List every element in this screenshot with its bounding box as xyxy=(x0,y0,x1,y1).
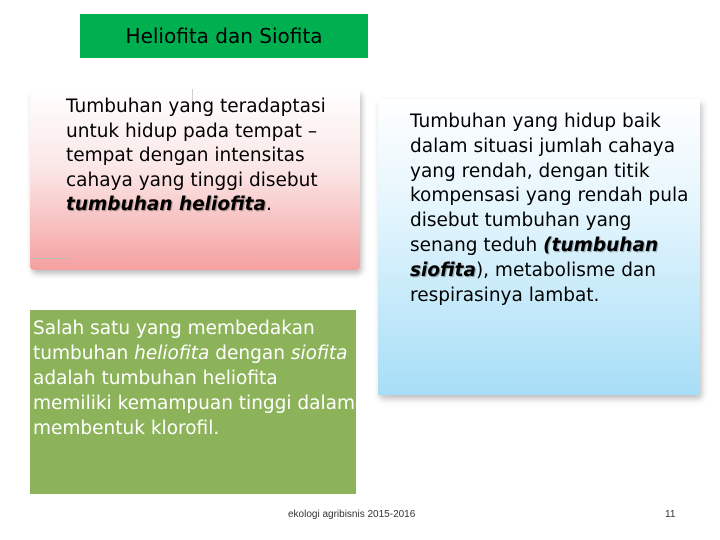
heliofita-term: tumbuhan heliofita xyxy=(66,194,266,215)
difference-part3: adalah tumbuhan heliofita memiliki kemampuan tinggi dalam membentuk klorofil. xyxy=(33,368,356,439)
difference-part2: dengan xyxy=(209,343,291,364)
siofita-body: Tumbuhan yang hidup baik dalam situasi jumlah cahaya yang rendah, dengan titik kompensasi yang rendah pula disebut tumbuhan yang senang teduh xyxy=(410,111,689,256)
difference-term-heliofita: heliofita xyxy=(134,343,210,364)
difference-text xyxy=(33,316,355,441)
heliofita-end: . xyxy=(265,194,272,215)
slide-title-box xyxy=(80,14,368,58)
heliofita-definition-text xyxy=(66,95,358,218)
heliofita-body: Tumbuhan yang teradaptasi untuk hidup pada tempat –tempat dengan intensitas cahaya yang tinggi disebut xyxy=(66,96,326,191)
slide-footer: ekologi agribisnis 2015-2016 xyxy=(288,509,416,520)
difference-part1: Salah satu yang membedakan tumbuhan xyxy=(33,318,315,364)
divider-line xyxy=(31,258,69,259)
slide-title: Heliofita dan Siofita xyxy=(125,24,323,48)
page-number: 11 xyxy=(665,509,676,520)
siofita-term: (tumbuhan siofita xyxy=(410,234,659,281)
difference-term-siofita: siofita xyxy=(290,343,348,364)
siofita-definition-text xyxy=(410,110,700,308)
siofita-end: ), metabolisme dan respirasinya lambat. xyxy=(410,259,656,306)
